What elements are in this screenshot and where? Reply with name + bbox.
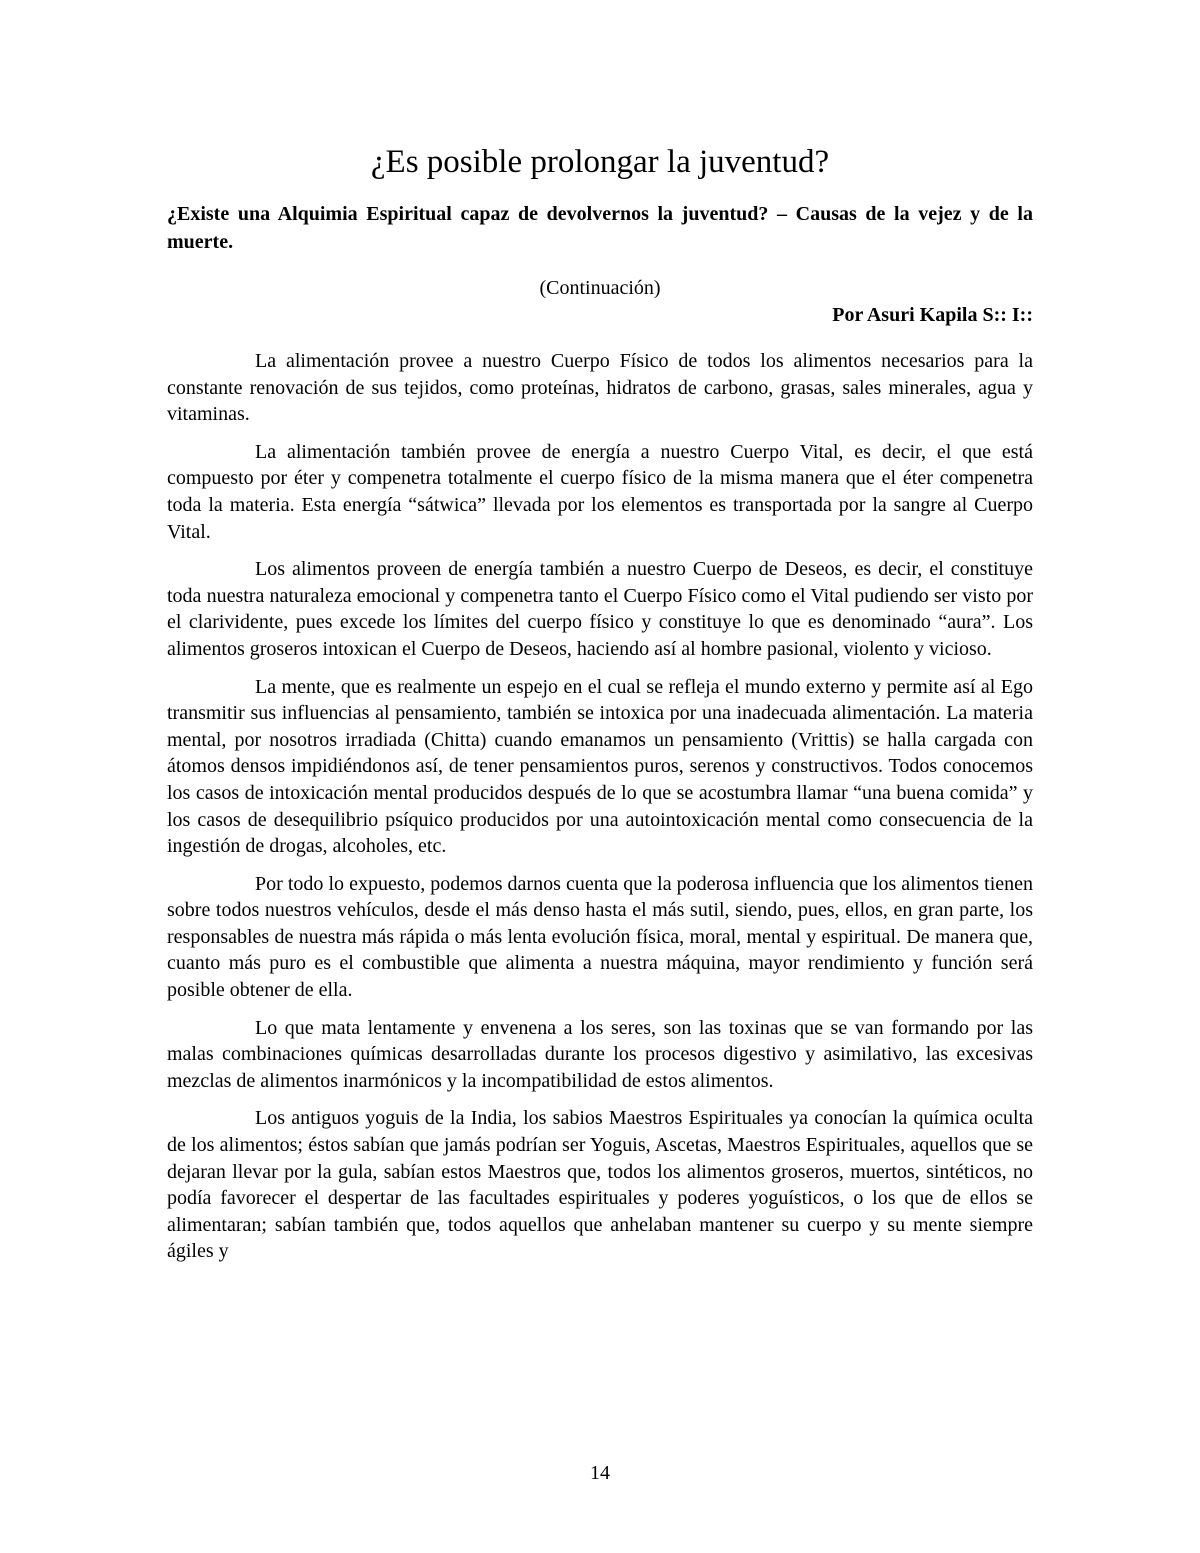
page-title: ¿Es posible prolongar la juventud? [370, 144, 830, 180]
paragraph: Los alimentos proveen de energía también a nuestro Cuerpo de Deseos, es decir, el constituye toda nuestra naturaleza emocional y compenetra tanto el Cuerpo Físico como el Vital pudiendo ser visto por el clarividente, pues excede los límites del cuerpo físico y constituye lo que es denominado “aura”. Los alimentos groseros intoxican el Cuerpo de Deseos, haciendo así al hombre pasional, violento y vicioso. [167, 558, 1033, 660]
article-subtitle: ¿Existe una Alquimia Espiritual capaz de devolvernos la juventud? – Causas de la vejez y de la muerte. [167, 203, 1033, 253]
paragraph: La alimentación también provee de energía a nuestro Cuerpo Vital, es decir, el que está compuesto por éter y compenetra totalmente el cuerpo físico de la misma manera que el éter compenetra toda la materia. Esta energía “sátwica” llevada por los elementos es transportada por la sangre al Cuerpo Vital. [167, 440, 1033, 543]
article-body [167, 348, 1033, 1276]
document-page [167, 0, 1033, 1553]
paragraph: La alimentación provee a nuestro Cuerpo Físico de todos los alimentos necesarios para la constante renovación de sus tejidos, como proteínas, hidratos de carbono, grasas, sales minerales, agua y vitaminas. [167, 350, 1033, 426]
continuation-note: (Continuación) [539, 277, 661, 299]
page-number: 14 [590, 1462, 610, 1484]
paragraph: Lo que mata lentamente y envenena a los seres, son las toxinas que se van formando por las malas combinaciones químicas desarrolladas durante los procesos digestivo y asimilativo, las excesivas mezclas de alimentos inarmónicos y la incompatibilidad de estos alimentos. [167, 1016, 1033, 1092]
paragraph: La mente, que es realmente un espejo en el cual se refleja el mundo externo y permite así al Ego transmitir sus influencias al pensamiento, también se intoxica por una inadecuada alimentación. La materia mental, por nosotros irradiada (Chitta) cuando emanamos un pensamiento (Vrittis) se halla cargada con átomos densos impidiéndonos así, de tener pensamientos puros, serenos y constructivos. Todos conocemos los casos de intoxicación mental producidos después de lo que se acostumbra llamar “una buena comida” y los casos de desequilibrio psíquico producidos por una autointoxicación mental como consecuencia de la ingestión de drogas, alcoholes, etc. [167, 675, 1033, 858]
paragraph: Los antiguos yoguis de la India, los sabios Maestros Espirituales ya conocían la química oculta de los alimentos; éstos sabían que jamás podrían ser Yoguis, Ascetas, Maestros Espirituales, aquellos que se dejaran llevar por la gula, sabían estos Maestros que, todos los alimentos groseros, muertos, sintéticos, no podía favorecer el despertar de las facultades espirituales y poderes yoguísticos, o los que de ellos se alimentaran; sabían también que, todos aquellos que anhelaban mantener su cuerpo y su mente siempre ágiles y [167, 1107, 1033, 1263]
paragraph: Por todo lo expuesto, podemos darnos cuenta que la poderosa influencia que los alimentos tienen sobre todos nuestros vehículos, desde el más denso hasta el más sutil, siendo, pues, ellos, en gran parte, los responsables de nuestra más rápida o más lenta evolución física, moral, mental y espiritual. De manera que, cuanto más puro es el combustible que alimenta a nuestra máquina, mayor rendimiento y función será posible obtener de ella. [167, 872, 1033, 1002]
author-byline: Por Asuri Kapila S:: I:: [832, 304, 1033, 326]
